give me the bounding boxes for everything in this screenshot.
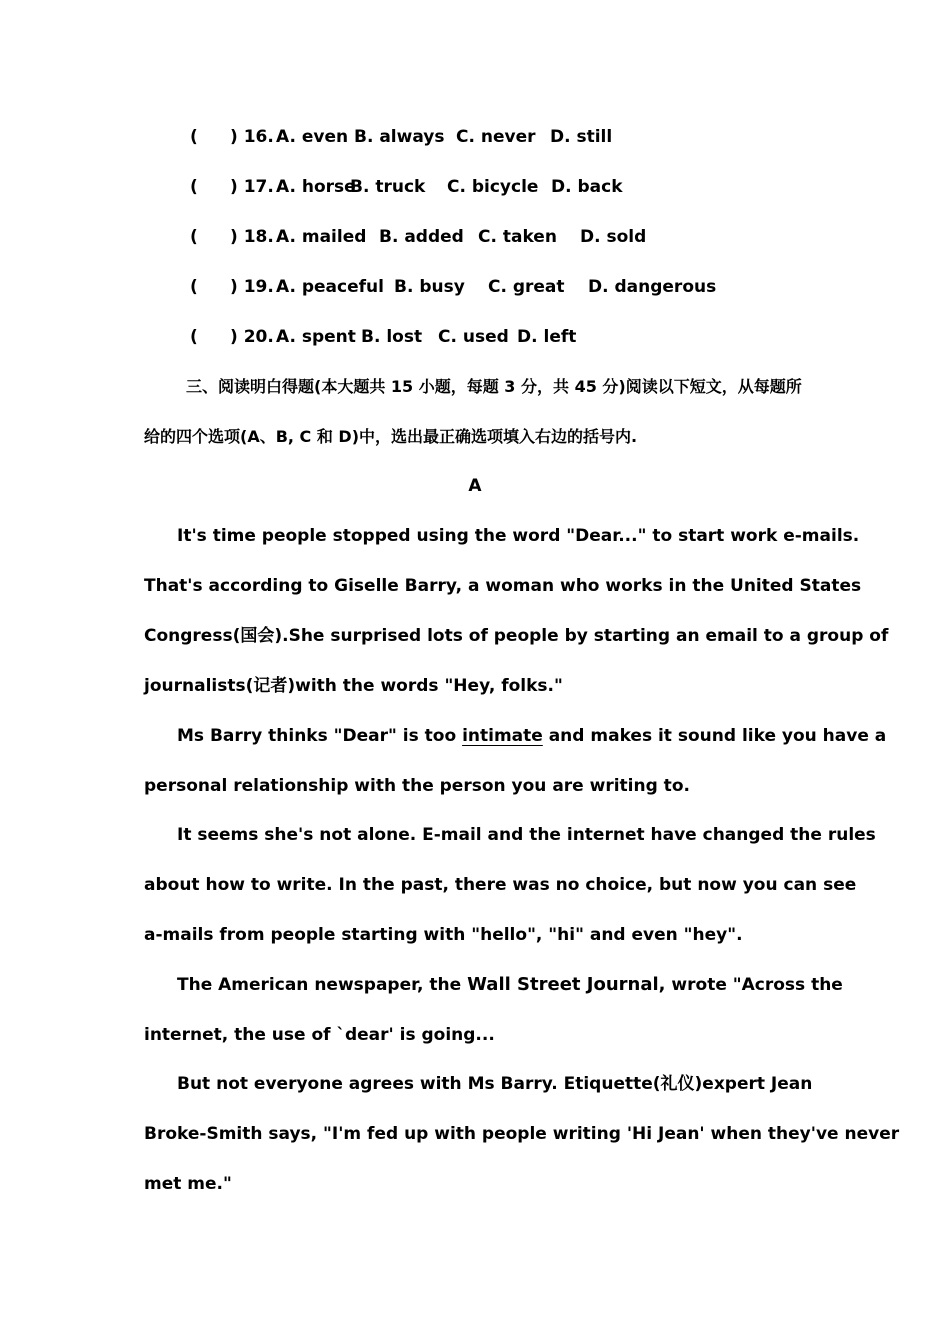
question-number: ) 16. (230, 127, 274, 147)
question-number: ) 18. (230, 227, 274, 247)
option-c: C. taken (478, 227, 557, 247)
option-c: C. used (438, 327, 509, 347)
paragraph-1-line1: It's time people stopped using the word "Dear..." to start work e-mails. (177, 526, 860, 546)
answer-paren: ( (190, 227, 198, 247)
paragraph-5-line2: Broke-Smith says, "I'm fed up with people writing 'Hi Jean' when they've never (144, 1124, 900, 1144)
option-b: B. added (379, 227, 464, 247)
question-20 (144, 322, 806, 352)
paragraph-1-line3: Congress(国会).She surprised lots of people by starting an email to a group of (144, 626, 889, 646)
option-b: B. busy (394, 277, 465, 297)
option-c: C. bicycle (447, 177, 539, 197)
option-b: B. truck (350, 177, 426, 197)
paragraph-3-line1: It seems she's not alone. E-mail and the internet have changed the rules (177, 825, 876, 845)
option-c: C. never (456, 127, 536, 147)
paragraph-4-line2: internet, the use of `dear' is going... (144, 1025, 495, 1045)
option-c: C. great (488, 277, 565, 297)
question-number: ) 19. (230, 277, 274, 297)
paragraph-2-line2: personal relationship with the person you are writing to. (144, 776, 690, 796)
newspaper-name: Wall Street Journal, (467, 974, 666, 995)
paragraph-4-line1 (177, 970, 843, 1000)
answer-paren: ( (190, 277, 198, 297)
paragraph-3-line2: about how to write. In the past, there was no choice, but now you can see (144, 875, 857, 895)
option-b: B. always (354, 127, 445, 147)
option-d: D. left (517, 327, 577, 347)
option-d: D. dangerous (588, 277, 717, 297)
question-19 (144, 272, 806, 302)
paragraph-1-line4: journalists(记者)with the words "Hey, folks." (144, 676, 563, 696)
question-17 (144, 172, 806, 202)
option-a: A. horse (276, 177, 356, 197)
question-18 (144, 222, 806, 252)
answer-paren: ( (190, 177, 198, 197)
underlined-word-intimate: intimate (462, 726, 543, 746)
answer-paren: ( (190, 327, 198, 347)
paragraph-5-line1: But not everyone agrees with Ms Barry. Etiquette(礼仪)expert Jean (177, 1074, 813, 1094)
option-b: B. lost (361, 327, 423, 347)
passage-title: A (468, 476, 482, 496)
answer-paren: ( (190, 127, 198, 147)
paragraph-1-line2: That's according to Giselle Barry, a woman who works in the United States (144, 576, 862, 596)
paragraph-4-text-after: wrote "Across the (671, 975, 843, 995)
paragraph-2-text-before: Ms Barry thinks "Dear" is too (177, 726, 463, 746)
section-instruction-line1: 三、阅读明白得题(本大题共 15 小题，每题 3 分，共 45 分)阅读以下短文，从每题所 (186, 377, 802, 396)
paragraph-2-line1 (177, 721, 887, 751)
question-number: ) 17. (230, 177, 274, 197)
option-d: D. back (551, 177, 623, 197)
question-number: ) 20. (230, 327, 274, 347)
option-a: A. even (276, 127, 349, 147)
paragraph-4-text-before: The American newspaper, the (177, 975, 462, 995)
paragraph-3-line3: a-mails from people starting with "hello", "hi" and even "hey". (144, 925, 743, 945)
section-instruction-line2: 给的四个选项(A、B, C 和 D)中，选出最正确选项填入右边的括号内. (144, 427, 638, 446)
question-16 (144, 122, 806, 152)
option-a: A. mailed (276, 227, 367, 247)
option-d: D. sold (580, 227, 647, 247)
paragraph-2-text-after: and makes it sound like you have a (542, 726, 887, 746)
option-d: D. still (550, 127, 613, 147)
paragraph-5-line3: met me." (144, 1174, 232, 1194)
option-a: A. peaceful (276, 277, 384, 297)
option-a: A. spent (276, 327, 356, 347)
